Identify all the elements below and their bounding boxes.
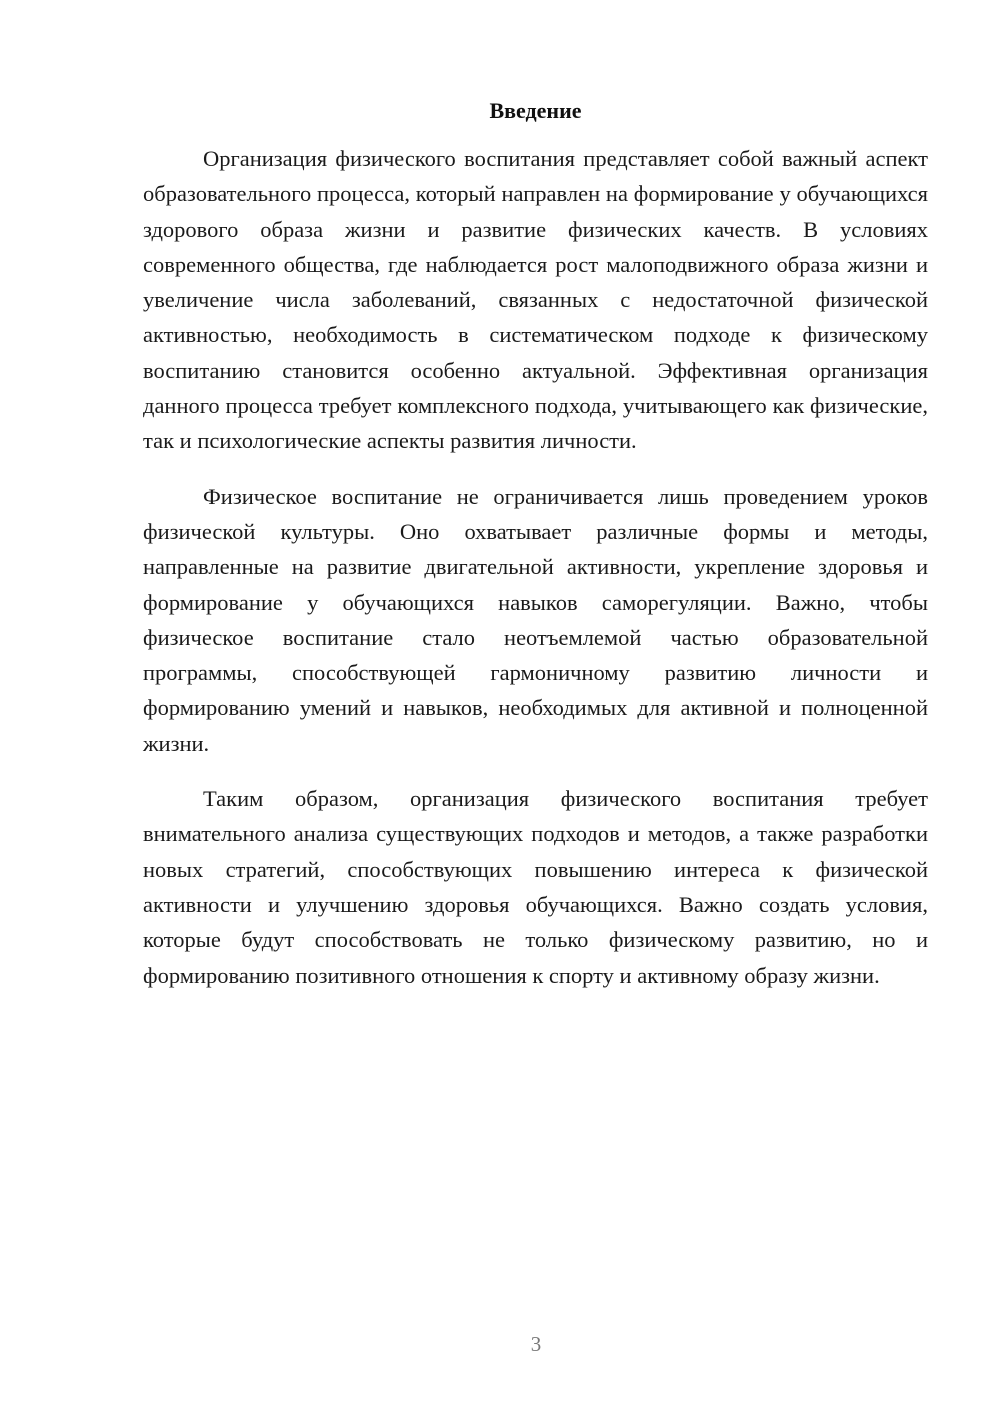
page-content [143, 96, 928, 993]
section-title: Введение [489, 98, 582, 123]
paragraph-1: Организация физического воспитания представляет собой важный аспект образовательного процесса, который направлен на формирование у обучающихся здорового образа жизни и развитие физических качеств. В условиях современного общества, где наблюдается рост малоподвижного образа жизни и увеличение числа заболеваний, связанных с недостаточной физической активностью, необходимость в систематическом подходе к физическому воспитанию становится особенно актуальной. Эффективная организация данного процесса требует комплексного подхода, учитывающего как физические, так и психологические аспекты развития личности. [143, 146, 928, 454]
paragraph-2: Физическое воспитание не ограничивается лишь проведением уроков физической культуры. Оно охватывает различные формы и методы, направленные на развитие двигательной активности, укрепление здоровья и формирование у обучающихся навыков саморегуляции. Важно, чтобы физическое воспитание стало неотъемлемой частью образовательной программы, способствующей гармоничному развитию личности и формированию умений и навыков, необходимых для активной и полноценной жизни. [143, 483, 928, 756]
page-number: 3 [530, 1332, 542, 1356]
paragraph-3: Таким образом, организация физического воспитания требует внимательного анализа существующих подходов и методов, а также разработки новых стратегий, способствующих повышению интереса к физической активности и улучшению здоровья обучающихся. Важно создать условия, которые будут способствовать не только физическому развитию, но и формированию позитивного отношения к спорту и активному образу жизни. [143, 786, 928, 988]
